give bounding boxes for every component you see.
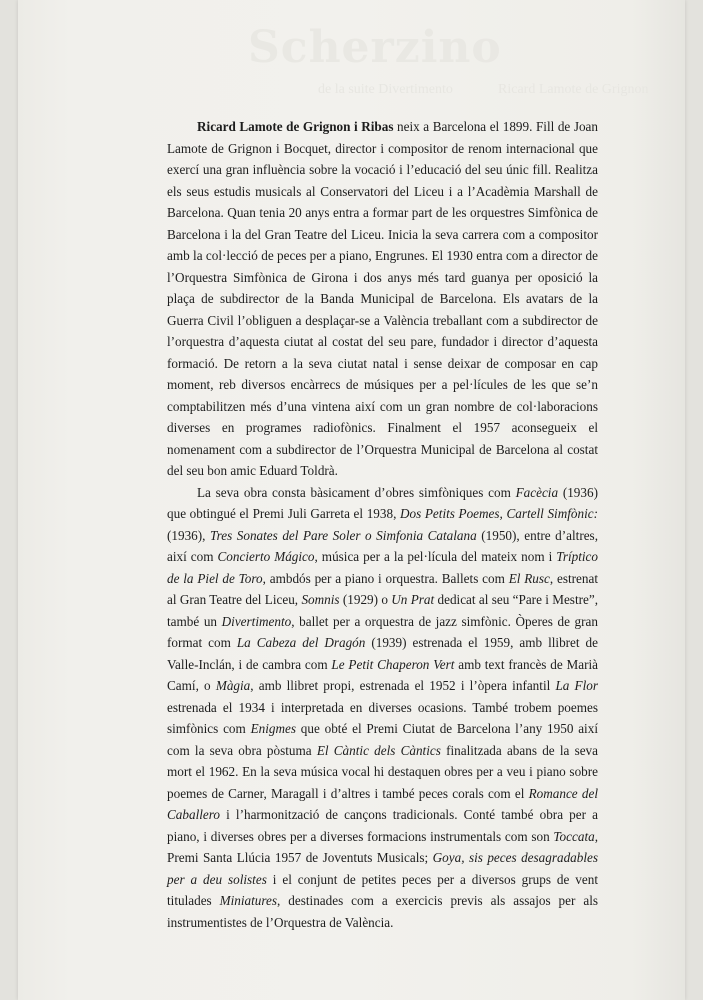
work-title: Divertimento bbox=[221, 613, 292, 629]
composer-name: Ricard Lamote de Grignon i Ribas bbox=[197, 119, 394, 134]
work-title: Somnis bbox=[301, 592, 340, 607]
work-title: Tres Sonates del Pare Soler o Simfonia Catalana bbox=[210, 527, 477, 543]
work-title: El Càntic dels Càntics bbox=[316, 742, 441, 758]
biography-text bbox=[167, 116, 598, 933]
work-title: El Rusc bbox=[508, 570, 550, 586]
show-through-title: Scherzino bbox=[248, 22, 502, 73]
work-title: Un Prat bbox=[391, 592, 435, 607]
work-title: La Flor bbox=[555, 678, 599, 693]
work-title: Tríptico de la Piel de Toro bbox=[167, 549, 599, 586]
biography-paragraph-1: Ricard Lamote de Grignon i Ribas neix a Barcelona el 1899. Fill de Joan Lamote de Grignon i Bocquet, director i compositor de renom internacional que exercí una gran influència sobre la vocació i l’educació del seu únic fill. Realitza els seus estudis musicals al Conservatori del Liceu i a l’Acadèmia Marshall de Barcelona. Quan tenia 20 anys entra a formar part de les orquestres Simfònica de Barcelona i la del Gran Teatre del Liceu. Inicia la seva carrera com a compositor amb la col·lecció de peces per a piano, Engrunes. El 1930 entra com a director de l’Orquestra Simfònica de Girona i dos anys més tard guanya per oposició la plaça de subdirector de la Banda Municipal de Barcelona. Els avatars de la Guerra Civil l’obliguen a desplaçar-se a València treballant com a subdirector de l’orquestra d’aquesta ciutat al costat del seu pare, fundador i director d’aquesta formació. De retorn a la seva ciutat natal i sense deixar de composar en cap moment, reb diversos encàrrecs de músiques per a pel·lícules de les que se’n comptabilitzen més d’una vintena així com un gran nombre de col·laboracions diverses en programes radiofònics. Finalment el 1957 aconsegueix el nomenament com a subdirector de l’Orquestra Municipal de Barcelona al costat del seu bon amic Eduard Toldrà. bbox=[167, 119, 599, 478]
work-title: Concierto Mágico bbox=[217, 549, 315, 564]
document-page bbox=[18, 0, 685, 1000]
work-title: Màgia bbox=[215, 678, 251, 693]
work-title: Dos Petits Poemes, Cartell Simfònic: bbox=[400, 506, 599, 521]
work-title: Le Petit Chaperon Vert bbox=[331, 656, 455, 672]
work-title: Goya, sis peces desagradables per a deu solistes bbox=[167, 850, 598, 887]
work-title: La Cabeza del Dragón bbox=[236, 635, 366, 650]
works-paragraph: La seva obra consta bàsicament d’obres simfòniques com Facècia (1936) que obtingué el Premi Juli Garreta el 1938, Dos Petits Poemes, Cartell Simfònic: (1936), Tres Sonates del Pare Soler o Simfonia Catalana (1950), entre d’altres, així com Concierto Mágico, música per a la pel·lícula del mateix nom i Tríptico de la Piel de Toro, ambdós per a piano i orquestra. Ballets com El Rusc, estrenat al Gran Teatre del Liceu, Somnis (1929) o Un Prat dedicat al seu “Pare i Mestre”, també un Divertimento, ballet per a orquestra de jazz simfònic. Òperes de gran format com La Cabeza del Dragón (1939) estrenada el 1959, amb llibret de Valle-Inclán, i de cambra com Le Petit Chaperon Vert amb text francès de Marià Camí, o Màgia, amb llibret propi, estrenada el 1952 i l’òpera infantil La Flor estrenada el 1934 i interpretada en diverses ocasions. També trobem poemes simfònics com Enigmes que obté el Premi Ciutat de Barcelona l’any 1950 així com la seva obra pòstuma El Càntic dels Càntics finalitzada abans de la seva mort el 1962. En la seva música vocal hi destaquen obres per a veu i piano sobre poemes de Carner, Maragall i d’altres i també peces corals com el Romance del Caballero i l’harmonització de cançons tradicionals. Conté també obra per a piano, i diverses obres per a diverses formacions instrumentals com son Toccata, Premi Santa Llúcia 1957 de Joventuts Musicals; Goya, sis peces desagradables per a deu solistes i el conjunt de petites peces per a diversos grups de vent titulades Miniatures, destinades com a exercicis previs als assajos per als instrumentistes de l’Orquestra de València. bbox=[167, 484, 599, 930]
show-through-subtitle: de la suite Divertimento bbox=[318, 82, 453, 97]
work-title: Toccata bbox=[553, 828, 595, 844]
show-through-composer: Ricard Lamote de Grignon bbox=[498, 82, 649, 97]
work-title: Miniatures bbox=[219, 893, 278, 908]
work-title: Enigmes bbox=[250, 721, 296, 736]
work-title: Facècia bbox=[515, 484, 559, 500]
work-title: Romance del Caballero bbox=[167, 785, 598, 822]
